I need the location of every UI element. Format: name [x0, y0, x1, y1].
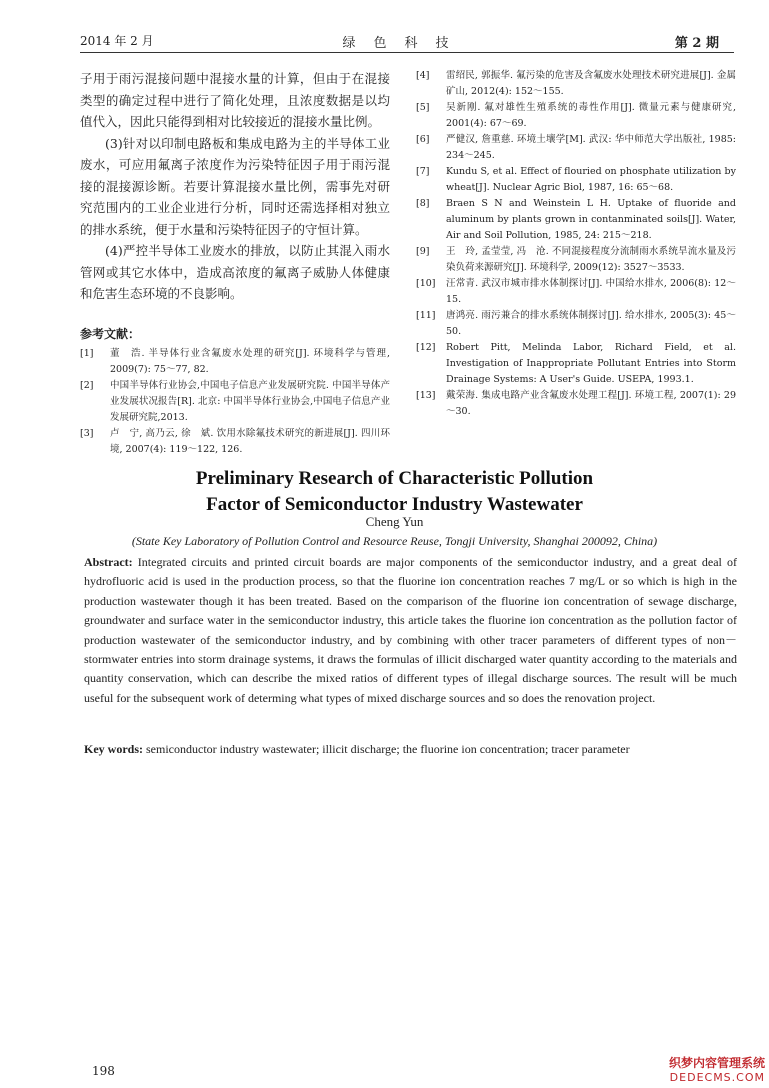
reference-item: [416, 196, 736, 244]
english-author: Cheng Yun: [365, 514, 424, 529]
references-heading: 参考文献：: [80, 326, 141, 341]
reference-item: [416, 100, 736, 132]
reference-item: [416, 276, 736, 308]
watermark-line: 织梦内容管理系统: [668, 1056, 765, 1070]
reference-number: [13]: [416, 390, 436, 401]
watermark-line: DEDECMS.COM: [669, 1071, 765, 1084]
reference-item: [416, 388, 736, 420]
keywords-label: Key words:: [84, 742, 143, 756]
left-column: [80, 68, 390, 458]
reference-item: [416, 308, 736, 340]
reference-item: [80, 378, 390, 426]
watermark: [669, 1054, 765, 1084]
reference-number: [12]: [416, 342, 436, 353]
body-paragraph: (3)针对以印制电路板和集成电路为主的半导体工业废水，可应用氟离子浓度作为污染特征因子用于雨污混接的混接源诊断。若要计算混接水量比例，需事先对研究范围内的工业企业进行分析，同时还需选择相对独立的排水系统，便于水量和污染特征因子的守恒计算。: [80, 135, 390, 237]
reference-number: [7]: [416, 166, 430, 177]
reference-text: 董 浩. 半导体行业含氟废水处理的研究[J]. 环境科学与管理, 2009(7): 75～77, 82.: [110, 347, 390, 375]
reference-number: [10]: [416, 278, 436, 289]
keywords-text: semiconductor industry wastewater; illicit discharge; the fluorine ion concentration; tracer parameter: [143, 742, 630, 756]
reference-text: 唐鸿亮. 雨污兼合的排水系统体制探讨[J]. 给水排水, 2005(3): 45～50.: [446, 310, 736, 337]
english-title: [60, 466, 729, 518]
abstract-text: Integrated circuits and printed circuit boards are major components of the semiconductor industry, and a great deal of hydrofluoric acid is used in the production process, so that the fluorine ion concentration reaches 7 mg/L or so which is high in the production wastewater though it has been treated. Based on the comparison of the fluorine ion concentration of sewage discharge, groundwater and surface water in the semiconductor industry, this article takes the fluorine ion concentration as the pollution factor of production wastewater of the semiconductor industry, and by combining with other tracer parameters of different types of non－stormwater entries into storm drainage systems, it draws the formulas of illicit discharged water quantity according to the materials and quantity conservation, which can describe the mixed ratios of different types of illegal discharge sources. The result will be much useful for the subsequent work of determing what types of mixed discharge sources and so does the renovation project.: [84, 555, 737, 705]
reference-number: [9]: [416, 246, 430, 257]
reference-text: 中国半导体行业协会,中国电子信息产业发展研究院. 中国半导体产业发展状况报告[R]. 北京: 中国半导体行业协会,中国电子信息产业发展研究院,2013.: [110, 379, 390, 423]
reference-number: [8]: [416, 198, 430, 209]
reference-text: Kundu S, et al. Effect of flouried on phosphate utilization by wheat[J]. Nuclear Agric Biol, 1987, 16: 65～68.: [446, 166, 736, 193]
reference-number: [6]: [416, 134, 430, 145]
header-date: 2014 年 2 月: [80, 34, 154, 48]
reference-item: [416, 340, 736, 388]
reference-text: Braen S N and Weinstein L H. Uptake of fluoride and aluminum by plants grown in contanminated soils[J]. Water, Air and Soil Pollution, 1985, 24: 215～218.: [446, 198, 736, 241]
reference-text: Robert Pitt, Melinda Labor, Richard Field, et al. Investigation of Inappropriate Pollutant Entries into Storm Drainage Systems: A User's Guide. USEPA, 1993.1.: [446, 342, 736, 385]
page-number: 198: [92, 1064, 115, 1078]
reference-item: [416, 132, 736, 164]
reference-text: 汪常青. 武汉市城市排水体制探讨[J]. 中国给水排水, 2006(8): 12～15.: [446, 278, 736, 305]
reference-item: [416, 164, 736, 196]
reference-text: 卢 宁, 高乃云, 徐 斌. 饮用水除氟技术研究的新进展[J]. 四川环境, 2007(4): 119～122, 126.: [110, 427, 390, 455]
right-column: [416, 68, 736, 420]
header-rule: [80, 52, 734, 53]
english-keywords: [84, 740, 737, 759]
reference-text: 严健汉, 詹重慈. 环境土壤学[M]. 武汉: 华中师范大学出版社, 1985: 234～245.: [446, 134, 736, 161]
reference-text: 王 玲, 孟莹莹, 冯 沧. 不同混接程度分流制雨水系统旱流水量及污染负荷来源研究[J]. 环境科学, 2009(12): 3527～3533.: [446, 246, 736, 273]
english-abstract: [84, 553, 737, 708]
reference-number: [3]: [80, 427, 94, 439]
body-paragraph: 子用于雨污混接问题中混接水量的计算，但由于在混接类型的确定过程中进行了简化处理，且浓度数据是以均值代入，因此只能得到相对比较接近的混接水量比例。: [80, 71, 390, 129]
body-paragraph: (4)严控半导体工业废水的排放，以防止其混入雨水管网或其它水体中，造成高浓度的氟离子威胁人体健康和危害生态环境的不良影响。: [80, 243, 390, 301]
reference-number: [11]: [416, 310, 436, 321]
journal-name: 绿色科技: [342, 36, 467, 51]
abstract-label: Abstract:: [84, 555, 133, 569]
reference-text: 戴荣海. 集成电路产业含氟废水处理工程[J]. 环境工程, 2007(1): 29～30.: [446, 390, 736, 417]
english-title-line: Factor of Semiconductor Industry Wastewater: [206, 494, 583, 515]
page-header: [80, 30, 729, 52]
reference-text: 吴新刚. 氟对雄性生殖系统的毒性作用[J]. 微量元素与健康研究, 2001(4): 67～69.: [446, 102, 736, 129]
reference-text: 雷绍民, 郭振华. 氟污染的危害及含氟废水处理技术研究进展[J]. 金属矿山, 2012(4): 152～155.: [446, 70, 736, 97]
reference-number: [2]: [80, 379, 94, 391]
issue-number: 第 2 期: [674, 36, 719, 51]
reference-item: [80, 426, 390, 458]
reference-item: [80, 346, 390, 378]
reference-item: [416, 244, 736, 276]
reference-number: [4]: [416, 70, 430, 81]
english-affiliation: (State Key Laboratory of Pollution Control and Resource Reuse, Tongji University, Shanghai 200092, China): [131, 534, 658, 548]
english-title-line: Preliminary Research of Characteristic Pollution: [195, 468, 594, 489]
reference-number: [5]: [416, 102, 430, 113]
reference-item: [416, 68, 736, 100]
reference-number: [1]: [80, 347, 94, 359]
